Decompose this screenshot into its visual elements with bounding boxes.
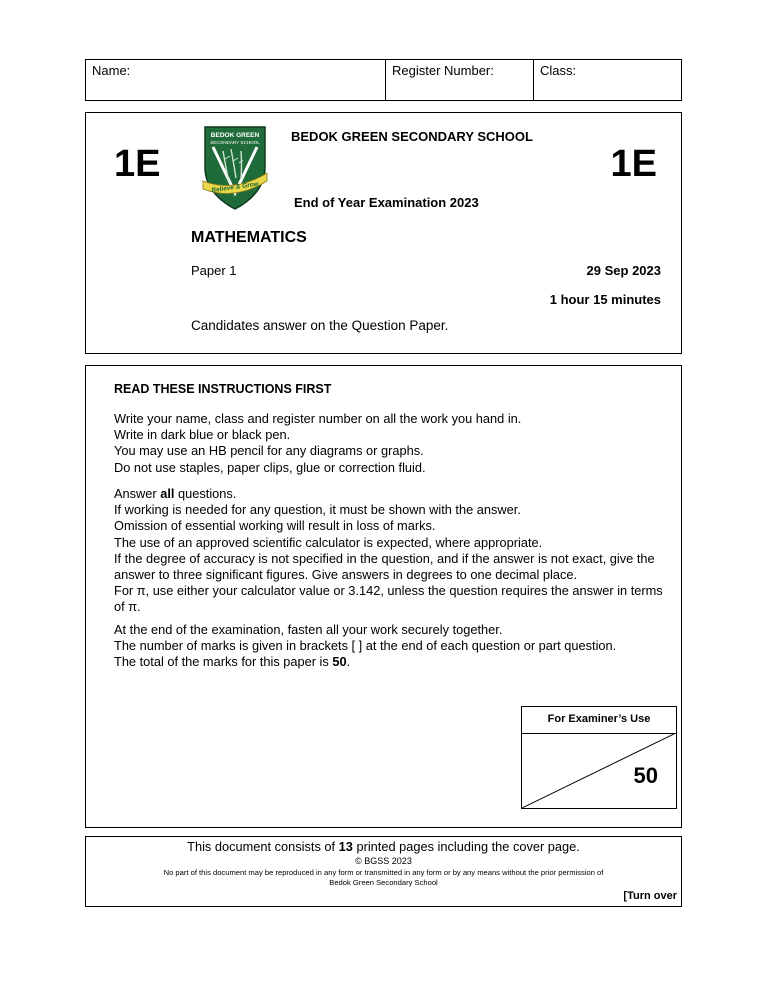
name-label: Name: bbox=[92, 63, 131, 78]
instruction-line: You may use an HB pencil for any diagrams or graphs. bbox=[114, 443, 424, 459]
logo-top-text-2: SECONDARY SCHOOL bbox=[210, 140, 260, 145]
instruction-line: The use of an approved scientific calculator is expected, where appropriate. bbox=[114, 534, 543, 550]
instructions-box bbox=[85, 365, 682, 828]
exam-date: 29 Sep 2023 bbox=[586, 263, 661, 278]
instruction-line: of π. bbox=[114, 599, 141, 615]
exam-title: End of Year Examination 2023 bbox=[294, 195, 479, 210]
logo-top-text-1: BEDOK GREEN bbox=[210, 132, 260, 139]
instruction-line: If the degree of accuracy is not specified in the question, and if the answer is not exact, give the bbox=[114, 550, 655, 566]
level-left: 1E bbox=[114, 143, 161, 185]
school-name: BEDOK GREEN SECONDARY SCHOOL bbox=[291, 129, 533, 144]
instruction-line: For π, use either your calculator value or 3.142, unless the question requires the answer in terms bbox=[114, 583, 663, 599]
instruction-line: Write your name, class and register number on all the work you hand in. bbox=[114, 411, 522, 426]
instruction-line: If working is needed for any question, it must be shown with the answer. bbox=[114, 502, 521, 518]
level-right: 1E bbox=[610, 143, 657, 185]
subject-title: MATHEMATICS bbox=[191, 229, 307, 246]
instructions-group-3 bbox=[114, 622, 674, 671]
instruction-line: Omission of essential working will result in loss of marks. bbox=[114, 518, 436, 534]
reproduction-notice-1: No part of this document may be reproduced in any form or transmitted in any form or by any means without the prior permission of bbox=[163, 868, 604, 877]
examiner-use-title: For Examiner’s Use bbox=[547, 713, 651, 725]
instructions-heading: READ THESE INSTRUCTIONS FIRST bbox=[114, 382, 332, 396]
answer-note: Candidates answer on the Question Paper. bbox=[191, 318, 449, 333]
candidate-info-row bbox=[85, 59, 682, 101]
page-count-line: This document consists of 13 printed pages including the cover page. bbox=[187, 839, 580, 854]
name-field[interactable] bbox=[86, 60, 386, 100]
logo-motto: Believe & Grow bbox=[210, 180, 260, 195]
instruction-line: The number of marks is given in brackets [ ] at the end of each question or part question. bbox=[114, 638, 617, 654]
exam-duration: 1 hour 15 minutes bbox=[549, 292, 661, 307]
examiner-use-box bbox=[521, 706, 677, 809]
class-field[interactable] bbox=[534, 60, 681, 100]
register-number-field[interactable] bbox=[386, 60, 534, 100]
school-crest-icon bbox=[201, 123, 269, 213]
cover-box bbox=[85, 112, 682, 354]
turn-over-label: [Turn over bbox=[623, 890, 677, 902]
instructions-group-2 bbox=[114, 486, 679, 616]
instruction-line: Write in dark blue or black pen. bbox=[114, 427, 291, 443]
answer-all-line: Answer all questions. bbox=[114, 486, 237, 501]
total-marks-line: The total of the marks for this paper is 50. bbox=[114, 654, 351, 670]
instruction-line: At the end of the examination, fasten all your work securely together. bbox=[114, 622, 503, 637]
school-logo bbox=[201, 123, 269, 213]
instructions-group-1 bbox=[114, 411, 674, 476]
examiner-total-marks: 50 bbox=[633, 763, 658, 788]
reproduction-notice-2: Bedok Green Secondary School bbox=[329, 878, 438, 887]
register-number-label: Register Number: bbox=[392, 63, 494, 78]
instruction-line: Do not use staples, paper clips, glue or correction fluid. bbox=[114, 459, 426, 475]
paper-number: Paper 1 bbox=[191, 263, 237, 278]
class-label: Class: bbox=[540, 63, 577, 78]
instruction-line: answer to three significant figures. Give answers in degrees to one decimal place. bbox=[114, 567, 578, 583]
copyright: © BGSS 2023 bbox=[355, 856, 412, 866]
footer-box bbox=[85, 836, 682, 907]
